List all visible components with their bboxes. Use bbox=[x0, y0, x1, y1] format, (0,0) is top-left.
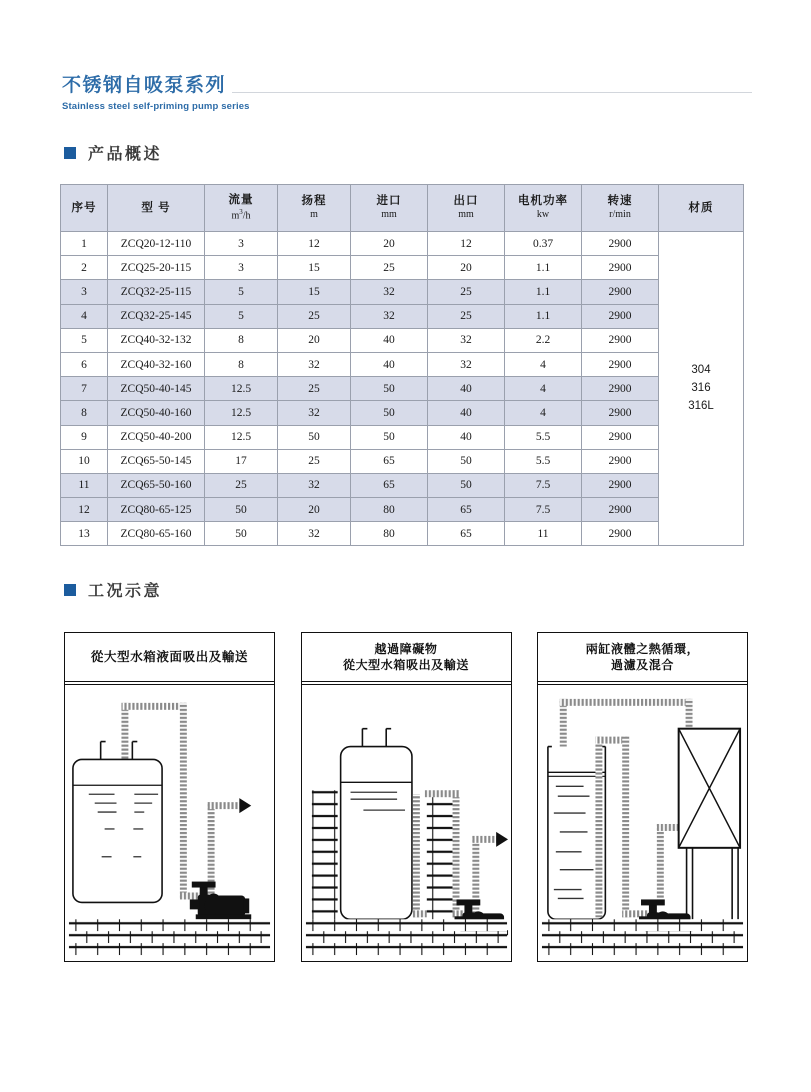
cell-outlet: 65 bbox=[428, 498, 505, 522]
cell-outlet: 50 bbox=[428, 473, 505, 497]
cell-outlet: 25 bbox=[428, 280, 505, 304]
cell-inlet: 65 bbox=[351, 449, 428, 473]
case-panel-3-diagram bbox=[538, 685, 747, 961]
page-title: 不锈钢自吸泵系列 bbox=[62, 75, 227, 96]
cell-head: 32 bbox=[278, 522, 351, 546]
cell-outlet: 32 bbox=[428, 352, 505, 376]
cell-flow: 50 bbox=[205, 498, 278, 522]
cell-head: 32 bbox=[278, 352, 351, 376]
cell-power: 2.2 bbox=[505, 328, 582, 352]
cell-outlet: 40 bbox=[428, 425, 505, 449]
cell-outlet: 50 bbox=[428, 449, 505, 473]
cell-model: ZCQ50-40-145 bbox=[108, 377, 205, 401]
cell-model: ZCQ32-25-145 bbox=[108, 304, 205, 328]
cell-inlet: 50 bbox=[351, 425, 428, 449]
cell-power: 7.5 bbox=[505, 473, 582, 497]
cell-no: 4 bbox=[61, 304, 108, 328]
cell-model: ZCQ25-20-115 bbox=[108, 256, 205, 280]
cell-no: 5 bbox=[61, 328, 108, 352]
cell-no: 7 bbox=[61, 377, 108, 401]
cell-head: 32 bbox=[278, 401, 351, 425]
cell-inlet: 25 bbox=[351, 256, 428, 280]
cell-power: 11 bbox=[505, 522, 582, 546]
section-label-cases: 工况示意 bbox=[88, 583, 163, 600]
cell-speed: 2900 bbox=[582, 473, 659, 497]
cell-inlet: 50 bbox=[351, 401, 428, 425]
col-unit-outlet: mm bbox=[458, 209, 474, 221]
cell-flow: 3 bbox=[205, 256, 278, 280]
cell-head: 12 bbox=[278, 232, 351, 256]
cell-head: 25 bbox=[278, 304, 351, 328]
cell-power: 5.5 bbox=[505, 425, 582, 449]
table-row bbox=[61, 522, 744, 546]
cell-inlet: 32 bbox=[351, 304, 428, 328]
cell-no: 9 bbox=[61, 425, 108, 449]
cell-inlet: 80 bbox=[351, 522, 428, 546]
cell-model: ZCQ80-65-160 bbox=[108, 522, 205, 546]
page-subtitle: Stainless steel self-priming pump series bbox=[62, 100, 250, 112]
cell-outlet: 40 bbox=[428, 377, 505, 401]
table-row bbox=[61, 304, 744, 328]
cell-head: 50 bbox=[278, 425, 351, 449]
case-panel-1 bbox=[64, 632, 275, 962]
table-row bbox=[61, 498, 744, 522]
cell-speed: 2900 bbox=[582, 522, 659, 546]
cell-speed: 2900 bbox=[582, 304, 659, 328]
table-row bbox=[61, 473, 744, 497]
cell-model: ZCQ80-65-125 bbox=[108, 498, 205, 522]
cell-outlet: 20 bbox=[428, 256, 505, 280]
table-row bbox=[61, 232, 744, 256]
cell-flow: 12.5 bbox=[205, 377, 278, 401]
cell-speed: 2900 bbox=[582, 498, 659, 522]
square-bullet-icon bbox=[64, 584, 76, 596]
col-header-flow: 流量 $m^3/h$ bbox=[205, 185, 278, 232]
case-panel-1-caption: 從大型水箱液面吸出及輸送 bbox=[90, 649, 249, 664]
cell-flow: 3 bbox=[205, 232, 278, 256]
spec-table-body bbox=[61, 232, 744, 546]
cell-speed: 2900 bbox=[582, 280, 659, 304]
cell-head: 25 bbox=[278, 377, 351, 401]
cell-head: 25 bbox=[278, 449, 351, 473]
page-title-block bbox=[62, 74, 752, 112]
cell-flow: 8 bbox=[205, 352, 278, 376]
title-rule bbox=[232, 92, 752, 93]
cell-outlet: 32 bbox=[428, 328, 505, 352]
material-grade: 304 bbox=[691, 364, 711, 376]
spec-table bbox=[60, 184, 744, 546]
cell-inlet: 40 bbox=[351, 352, 428, 376]
cell-head: 15 bbox=[278, 280, 351, 304]
col-header-model: 型 号 bbox=[108, 185, 205, 232]
table-row bbox=[61, 352, 744, 376]
col-header-material: 材质 bbox=[659, 185, 744, 232]
section-heading-cases bbox=[64, 578, 162, 601]
cell-speed: 2900 bbox=[582, 425, 659, 449]
cell-no: 12 bbox=[61, 498, 108, 522]
cell-inlet: 65 bbox=[351, 473, 428, 497]
col-unit-inlet: mm bbox=[381, 209, 397, 221]
cell-flow: 12.5 bbox=[205, 425, 278, 449]
cell-power: 4 bbox=[505, 401, 582, 425]
case-panels bbox=[64, 632, 748, 962]
cell-model: ZCQ40-32-160 bbox=[108, 352, 205, 376]
col-unit-power: kw bbox=[536, 209, 550, 221]
cell-head: 20 bbox=[278, 328, 351, 352]
table-row bbox=[61, 328, 744, 352]
cell-no: 2 bbox=[61, 256, 108, 280]
case-panel-1-diagram bbox=[65, 685, 274, 961]
table-header-row bbox=[61, 185, 744, 232]
table-row bbox=[61, 256, 744, 280]
case-panel-2 bbox=[301, 632, 512, 962]
table-row bbox=[61, 377, 744, 401]
table-row bbox=[61, 401, 744, 425]
cell-speed: 2900 bbox=[582, 256, 659, 280]
col-header-no: 序号 bbox=[61, 185, 108, 232]
cell-inlet: 50 bbox=[351, 377, 428, 401]
cell-model: ZCQ32-25-115 bbox=[108, 280, 205, 304]
cell-flow: 25 bbox=[205, 473, 278, 497]
cell-flow: 5 bbox=[205, 304, 278, 328]
table-row bbox=[61, 449, 744, 473]
cell-head: 15 bbox=[278, 256, 351, 280]
cell-power: 1.1 bbox=[505, 304, 582, 328]
cell-model: ZCQ50-40-160 bbox=[108, 401, 205, 425]
cell-speed: 2900 bbox=[582, 401, 659, 425]
cell-power: 0.37 bbox=[505, 232, 582, 256]
cell-model: ZCQ20-12-110 bbox=[108, 232, 205, 256]
cell-power: 1.1 bbox=[505, 280, 582, 304]
cell-inlet: 32 bbox=[351, 280, 428, 304]
col-header-power: 电机功率 kw bbox=[505, 185, 582, 232]
case-panel-2-diagram bbox=[302, 685, 511, 961]
cell-speed: 2900 bbox=[582, 352, 659, 376]
case-panel-3-caption: 兩缸液體之熱循環， 過濾及混合 bbox=[585, 641, 700, 672]
col-unit-flow: $m^3/h$ bbox=[231, 208, 251, 222]
table-row bbox=[61, 280, 744, 304]
cell-outlet: 25 bbox=[428, 304, 505, 328]
cell-power: 4 bbox=[505, 377, 582, 401]
col-unit-head: m bbox=[310, 209, 318, 221]
cell-outlet: 12 bbox=[428, 232, 505, 256]
cell-flow: 17 bbox=[205, 449, 278, 473]
cell-power: 7.5 bbox=[505, 498, 582, 522]
section-heading-overview bbox=[64, 141, 162, 164]
cell-flow: 12.5 bbox=[205, 401, 278, 425]
cell-flow: 8 bbox=[205, 328, 278, 352]
cell-inlet: 80 bbox=[351, 498, 428, 522]
col-header-speed: 转速 r/min bbox=[582, 185, 659, 232]
col-header-inlet: 进口 mm bbox=[351, 185, 428, 232]
cell-no: 3 bbox=[61, 280, 108, 304]
col-header-head: 扬程 m bbox=[278, 185, 351, 232]
spec-table-wrapper bbox=[60, 184, 743, 546]
cell-inlet: 20 bbox=[351, 232, 428, 256]
cell-speed: 2900 bbox=[582, 377, 659, 401]
cell-model: ZCQ40-32-132 bbox=[108, 328, 205, 352]
case-panel-2-caption: 越過障礙物 從大型水箱吸出及輸送 bbox=[342, 641, 469, 672]
cell-no: 1 bbox=[61, 232, 108, 256]
material-grade: 316 bbox=[691, 381, 711, 394]
cell-speed: 2900 bbox=[582, 232, 659, 256]
cell-speed: 2900 bbox=[582, 449, 659, 473]
cell-inlet: 40 bbox=[351, 328, 428, 352]
square-bullet-icon bbox=[64, 147, 76, 159]
cell-model: ZCQ50-40-200 bbox=[108, 425, 205, 449]
cell-power: 4 bbox=[505, 352, 582, 376]
cell-flow: 50 bbox=[205, 522, 278, 546]
cell-no: 10 bbox=[61, 449, 108, 473]
material-grade: 316L bbox=[688, 399, 714, 412]
cell-model: ZCQ65-50-160 bbox=[108, 473, 205, 497]
case-panel-3 bbox=[537, 632, 748, 962]
cell-power: 5.5 bbox=[505, 449, 582, 473]
cell-outlet: 65 bbox=[428, 522, 505, 546]
cell-no: 13 bbox=[61, 522, 108, 546]
cell-model: ZCQ65-50-145 bbox=[108, 449, 205, 473]
cell-no: 8 bbox=[61, 401, 108, 425]
cell-outlet: 40 bbox=[428, 401, 505, 425]
cell-head: 20 bbox=[278, 498, 351, 522]
col-unit-speed: r/min bbox=[609, 209, 631, 221]
cell-material bbox=[659, 232, 744, 546]
cell-power: 1.1 bbox=[505, 256, 582, 280]
cell-flow: 5 bbox=[205, 280, 278, 304]
section-label-overview: 产品概述 bbox=[88, 146, 163, 163]
cell-no: 11 bbox=[61, 473, 108, 497]
cell-speed: 2900 bbox=[582, 328, 659, 352]
cell-no: 6 bbox=[61, 352, 108, 376]
cell-head: 32 bbox=[278, 473, 351, 497]
col-header-outlet: 出口 mm bbox=[428, 185, 505, 232]
table-row bbox=[61, 425, 744, 449]
